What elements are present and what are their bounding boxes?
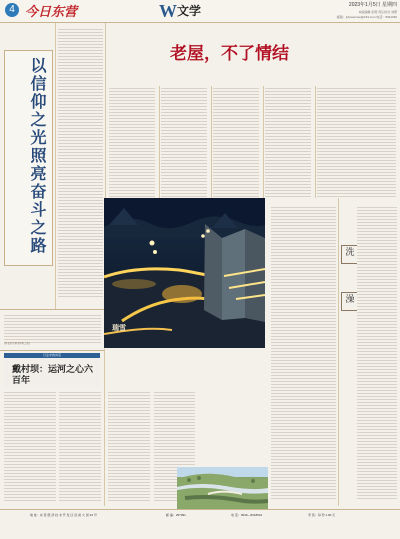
lower-col-3 <box>108 390 150 501</box>
photo-caption: 瑞雪 <box>112 323 126 332</box>
section-name: 文学 <box>177 4 202 18</box>
date: 2023年1月5日 星期四 <box>348 2 397 8</box>
lower-kicker: 行走中的风景 <box>4 353 100 358</box>
section-letter: W <box>159 1 177 21</box>
tel-line: 电话：8331330 <box>376 15 397 19</box>
logo: 今日东营 <box>25 5 78 20</box>
left-intro-text <box>58 27 103 297</box>
night-photo <box>104 198 265 348</box>
night-photo-art <box>104 198 265 348</box>
lower-title-box <box>4 353 100 387</box>
landscape-photo-art <box>177 467 268 509</box>
footer-price: 零 售：每 份 1.00 元 <box>308 513 336 517</box>
footer-bar <box>0 511 400 539</box>
lower-col-2 <box>59 390 101 501</box>
main-article-col-4 <box>265 86 311 198</box>
divider-2 <box>159 86 160 198</box>
vertical-title-box <box>4 50 53 266</box>
main-article-col-5 <box>317 86 396 198</box>
divider-6 <box>338 198 339 506</box>
email-line: 邮箱：jrdywenxue@163.com <box>336 15 376 19</box>
divider-4 <box>263 86 264 198</box>
editor-line: 本版编辑 张明 责任校对 刘慧 <box>358 10 397 14</box>
footer-phone: 电 话：0546—8318010 <box>231 513 263 517</box>
divider-7 <box>104 349 105 506</box>
footer-address: 地 址：东 营 经 济 技 术 开 发 区 府 前 大 街 33 号 <box>30 513 97 517</box>
right-mid-text <box>271 205 336 500</box>
masthead <box>0 0 400 23</box>
main-article-col-1 <box>109 86 155 198</box>
left-lower-text <box>4 313 101 343</box>
page-number: 4 <box>5 3 19 17</box>
lower-col-1 <box>4 390 56 501</box>
side-label-2: 澡 <box>345 295 355 305</box>
main-article-col-3 <box>213 86 259 198</box>
divider-5 <box>315 86 316 198</box>
divider-3 <box>211 86 212 198</box>
footer-rule <box>0 509 400 510</box>
footer-postcode: 邮 编：257091 <box>166 513 186 517</box>
vertical-title: 以信仰之光照亮奋斗之路 <box>28 57 47 255</box>
lower-note: (作者系东营市作协会员) <box>4 342 30 345</box>
main-title: 老屋，不了情结 <box>170 44 289 64</box>
lower-title-rule <box>0 350 104 351</box>
right-edge-text <box>357 205 397 500</box>
landscape-photo <box>177 467 268 509</box>
lower-title: 戴村坝：运河之心六百年 <box>12 365 94 386</box>
contact-line <box>223 15 397 19</box>
side-label-1: 洗 <box>345 248 355 258</box>
main-article-col-2 <box>161 86 207 198</box>
left-lower-divider <box>0 309 104 310</box>
